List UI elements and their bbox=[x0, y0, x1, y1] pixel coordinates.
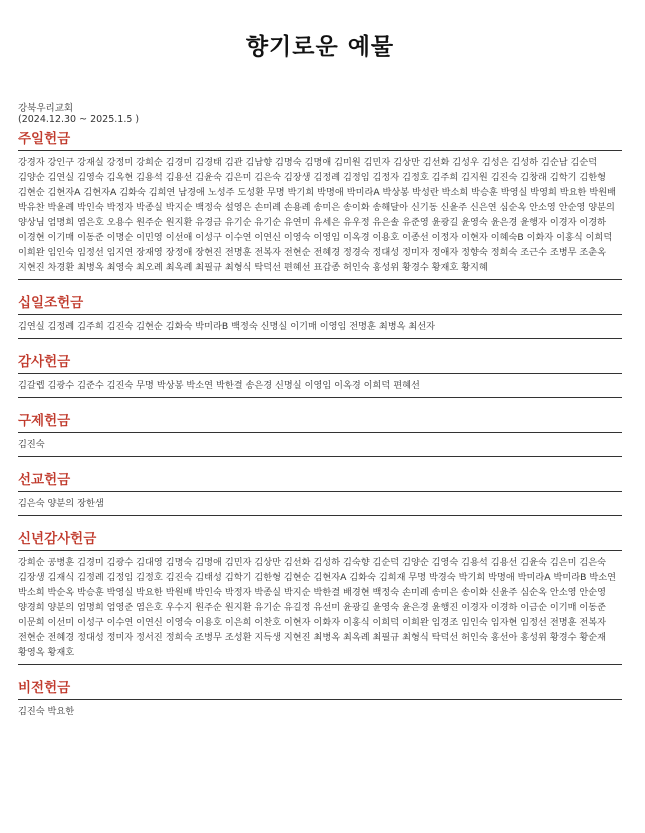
donor-names: 강희순 공병훈 김경미 김광수 김대영 김명숙 김명애 김민자 김상만 김선화 김성하 김숙향 김순덕 김양순 김영숙 김용석 김용선 김윤숙 김은미 김은숙 김장생 김재식 김정례 김정임 김정호 김진숙 김태성 김학기 김한형 김현순 김현자A 김화숙 김희재 무명 박경숙 박기희 박명애 박미라A 박미라B 박소연 박소희 박순옥 박승훈 박영실 박요한 박원배 박인숙 박정자 박종실 박지순 박한결 배경현 백정숙 손미례 송미은 송이화 신윤주 심순옥 안소영 안순영 양경희 양분의 엄명희 엄영준 염은호 우수지 원주순 원지환 유기순 유길정 유선미 윤광길 윤영숙 윤은경 윤행진 이경자 이경하 이금순 이기매 이동준 이문희 이선미 이성구 이수연 이연신 이영숙 이용호 이은희 이찬호 이현자 이화자 이홍식 이희덕 이희완 임경조 임인숙 임자현 임정선 전명훈 전복자 전현순 전혜경 정대성 정미자 정서진 정희숙 조병무 조성환 지득생 지현진 최병옥 최옥례 최필규 최형식 탁덕선 허인숙 홍선아 홍성위 황경수 황순재 황영옥 황재호 bbox=[18, 555, 622, 665]
section-header bbox=[18, 471, 622, 492]
section-relief-offering bbox=[18, 412, 622, 457]
church-name: 강북우리교회 bbox=[18, 103, 74, 114]
section-tithe-offering bbox=[18, 294, 622, 339]
donor-names: 김연실 김정례 김주희 김진숙 김현순 김화숙 박미라B 백정숙 신명실 이기매 이영임 전명훈 최병옥 최선자 bbox=[18, 319, 622, 339]
church-info bbox=[18, 103, 622, 125]
section-thanks-offering bbox=[18, 353, 622, 398]
section-header bbox=[18, 530, 622, 551]
section-new-year-thanks-offering bbox=[18, 530, 622, 665]
donor-names: 김갈렙 김광수 김준수 김진숙 무명 박상봉 박소연 박한결 송은경 신명실 이영임 이옥경 이희덕 편혜선 bbox=[18, 378, 622, 398]
section-title: 주일헌금 bbox=[18, 131, 71, 147]
donor-names: 강경자 강인구 강재실 강정미 강희순 김경미 김경태 김관 김남향 김명숙 김명애 김미원 김민자 김상만 김선화 김성우 김성은 김성하 김순남 김순덕 김양순 김연실 김영숙 김옥현 김용석 김용선 김윤숙 김은미 김은숙 김장생 김정례 김정임 김정자 김정호 김주희 김지원 김진숙 김창래 김학기 김한형 김현순 김현자A 김현자A 김화숙 김희연 남경애 노성주 도성환 무명 박기희 박명애 박미라A 박상봉 박성란 박소희 박승훈 박영실 박영희 박요한 박원배 박유찬 박윤례 박인숙 박정자 박종실 박지순 백정숙 설영은 손미례 손용례 송미은 송이화 송해달아 신기동 신윤주 신은연 심순옥 안소영 안순영 양분의 양상님 엄명희 염은호 오용수 원주순 원지환 유경금 유기순 유기순 유연미 유세은 유우정 유은솔 유준영 윤광길 윤영숙 윤은경 윤행자 이경자 이경하 이경현 이기매 이동준 이명순 이민영 이선애 이성구 이수연 이연신 이영숙 이영임 이옥경 이용호 이종선 이정자 이현자 이혜숙B 이화자 이홍식 이희덕 이희완 임인숙 임정선 임지연 장재영 장정애 장현진 전명훈 전복자 전현순 전혜경 정경숙 정대성 정미자 정애자 정향숙 정희숙 조근수 조병무 조춘옥 지현진 차경환 최병옥 최영숙 최오례 최옥례 최필규 최형식 탁덕선 편혜선 표갑종 허인숙 홍성위 황경수 황재호 황지혜 bbox=[18, 155, 622, 280]
date-range: (2024.12.30 ~ 2025.1.5 ) bbox=[18, 114, 140, 125]
donor-names: 김은숙 양분의 장한샘 bbox=[18, 496, 622, 516]
donor-names: 김진숙 bbox=[18, 437, 622, 457]
section-title: 비전헌금 bbox=[18, 680, 71, 696]
section-header bbox=[18, 353, 622, 374]
section-title: 감사헌금 bbox=[18, 354, 71, 370]
section-title: 구제헌금 bbox=[18, 413, 71, 429]
section-sunday-offering bbox=[18, 130, 622, 280]
section-title: 신년감사헌금 bbox=[18, 531, 97, 547]
section-title: 선교헌금 bbox=[18, 472, 71, 488]
section-mission-offering bbox=[18, 471, 622, 516]
section-header bbox=[18, 294, 622, 315]
section-header bbox=[18, 412, 622, 433]
section-header bbox=[18, 130, 622, 151]
section-header bbox=[18, 679, 622, 700]
section-vision-offering bbox=[18, 679, 622, 723]
section-title: 십일조헌금 bbox=[18, 295, 84, 311]
offering-document bbox=[18, 0, 622, 723]
page-title: 향기로운 예물 bbox=[245, 34, 395, 60]
donor-names: 김진숙 박요한 bbox=[18, 706, 75, 717]
